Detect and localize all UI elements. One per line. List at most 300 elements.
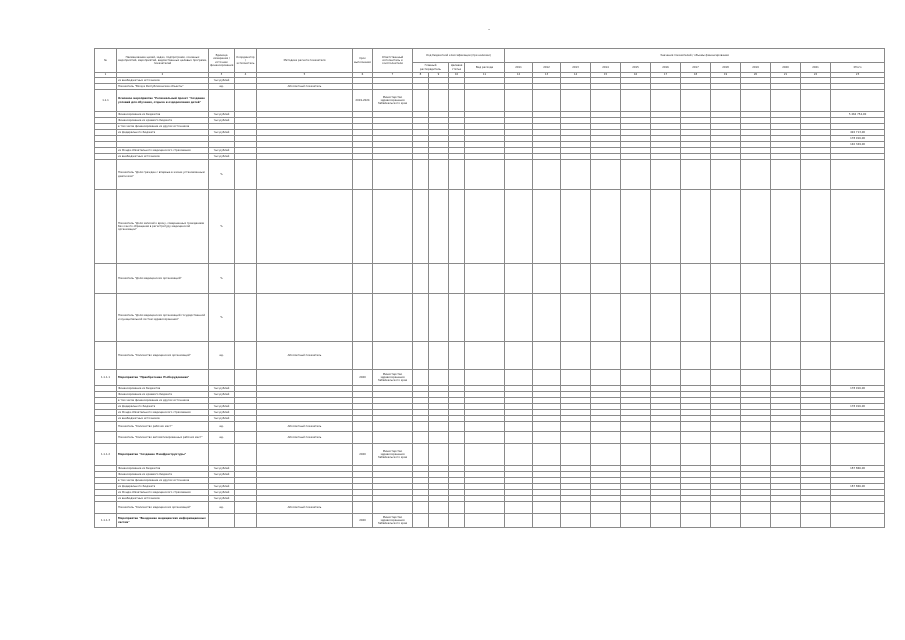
table-cell [95,502,117,514]
row-title-cell: Мероприятие "Внедрение медицинских информационных систем" [117,514,209,528]
table-cell [801,294,831,342]
subheader-cell: 2017 [681,63,711,73]
table-cell [95,422,117,432]
table-cell [711,370,741,386]
table-cell [591,294,621,342]
table-cell: тыс.рублей [209,484,235,490]
column-number-cell: 2 [117,73,209,78]
column-number-cell: 13 [533,73,561,78]
row-title-cell: из внебюджетных источников [117,416,209,422]
header-values: Значения показателей / объемы финансирования [505,49,885,63]
table-cell [651,514,681,528]
table-cell [771,502,801,514]
table-cell [413,422,429,432]
column-number-cell: 12 [505,73,533,78]
table-cell [505,422,533,432]
table-cell [413,264,429,294]
table-cell [621,190,651,264]
table-cell [711,514,741,528]
table-cell [235,432,257,444]
table-cell [741,422,771,432]
row-title-cell: Показатель "Доля медицинских организаций" [117,264,209,294]
table-cell [465,190,505,264]
table-cell [465,294,505,342]
table-cell [353,294,373,342]
table-row [95,90,885,112]
table-cell: Министерство здравоохранения Забайкальского края [373,90,413,112]
table-cell: Абсолютный показатель [257,342,353,370]
table-cell [429,190,449,264]
table-cell [651,160,681,190]
table-cell: 1.1.1.3 [95,514,117,528]
table-cell: тыс.рублей [209,466,235,472]
table-cell [465,502,505,514]
subheader-cell: 2021 [801,63,831,73]
table-cell: 1.1.1.1 [95,370,117,386]
table-cell [651,264,681,294]
table-cell [257,444,353,466]
table-cell [771,514,801,528]
subheader-cell: 2019 [741,63,771,73]
table-cell: Министерство здравоохранения Забайкальского края [373,370,413,386]
row-title-cell: из Фонда обязательного медицинского страхования [117,410,209,416]
row-title-cell: Финансирование из краевого бюджета [117,472,209,478]
table-cell: Министерство здравоохранения Забайкальского края [373,514,413,528]
table-cell [429,432,449,444]
table-cell: тыс.рублей [209,496,235,502]
row-title-cell: в том числе финансирование из других источников [117,124,209,130]
table-cell [235,370,257,386]
table-cell [235,190,257,264]
header-name: Наименование целей, задач, подпрограмм, основных мероприятий, мероприятий, ведомственных целевых программ, показателей [117,49,209,73]
table-cell [801,444,831,466]
table-cell [235,422,257,432]
column-number-cell: 3 [209,73,235,78]
table-cell [681,432,711,444]
row-title-cell: Показатель "Доля медицинских организаций государственной и муниципальной систем здравоохранения" [117,294,209,342]
table-cell: тыс.рублей [209,112,235,118]
table-cell [429,502,449,514]
column-number-cell: 4 [235,73,257,78]
table-cell [353,432,373,444]
table-cell [257,90,353,112]
table-cell [465,514,505,528]
table-cell [591,160,621,190]
table-cell [831,432,885,444]
table-cell [771,370,801,386]
table-cell [373,342,413,370]
table-cell [831,190,885,264]
table-cell [561,190,591,264]
table-cell [561,502,591,514]
table-cell [465,264,505,294]
subheader-cell: 2018 [711,63,741,73]
table-cell [681,370,711,386]
table-cell [591,190,621,264]
table-cell [465,444,505,466]
table-cell: ед. [209,432,235,444]
table-cell [95,294,117,342]
table-cell [621,514,651,528]
table-cell [533,160,561,190]
table-cell [209,514,235,528]
table-cell: 2019-2024 [353,90,373,112]
program-table [94,48,885,528]
table-cell [561,264,591,294]
table-cell [651,342,681,370]
table-cell [209,90,235,112]
table-cell [505,370,533,386]
table-cell [831,502,885,514]
table-cell [801,190,831,264]
table-cell [449,444,465,466]
table-cell: % [209,190,235,264]
table-cell [741,370,771,386]
row-title-cell: в том числе финансирование из других источников [117,398,209,404]
subheader-cell: 2020 [771,63,801,73]
table-cell [681,160,711,190]
table-cell [353,342,373,370]
table-cell [449,502,465,514]
table-cell [413,514,429,528]
table-cell [681,264,711,294]
table-cell [353,502,373,514]
row-title-cell: Показатель "Количество медицинских организаций" [117,342,209,370]
row-title-cell: в том числе финансирование из других источников [117,478,209,484]
table-row [95,514,885,528]
table-cell [651,444,681,466]
table-cell [711,422,741,432]
table-cell [533,370,561,386]
row-title-cell: Показатель "Количество медицинских организаций" [117,502,209,514]
header-term: Срок выполнения [353,49,373,73]
table-cell [505,444,533,466]
table-cell [771,90,801,112]
table-cell [429,264,449,294]
row-title-cell: Показатель "Доля записей к врачу, совершенных гражданами без очного обращения в регистратуру медицинской организации" [117,190,209,264]
table-cell [831,370,885,386]
table-cell: тыс.рублей [209,410,235,416]
table-cell [741,160,771,190]
row-title-cell: Мероприятие "Создание IT-инфраструктуры" [117,444,209,466]
table-cell [505,432,533,444]
table-cell [429,294,449,342]
table-cell [373,432,413,444]
table-cell [235,90,257,112]
table-cell [801,160,831,190]
row-title-cell: Мероприятие "Приобретение IT-оборудования" [117,370,209,386]
column-number-cell: 10 [449,73,465,78]
table-cell [831,294,885,342]
table-cell: 2020 [353,514,373,528]
row-title-cell: из федерального бюджета [117,484,209,490]
table-cell [465,160,505,190]
table-cell [95,160,117,190]
table-row [95,190,885,264]
table-cell [621,294,651,342]
table-cell: тыс.рублей [209,416,235,422]
table-cell [621,342,651,370]
table-cell [831,160,885,190]
table-cell [465,432,505,444]
table-cell [257,190,353,264]
table-cell [533,422,561,432]
table-cell [741,514,771,528]
table-row [95,264,885,294]
row-title-cell: из федерального бюджета [117,404,209,410]
table-cell: ед. [209,342,235,370]
table-cell [741,444,771,466]
row-title-cell: из внебюджетных источников [117,496,209,502]
table-cell [209,370,235,386]
table-cell [257,160,353,190]
table-cell [413,502,429,514]
table-cell [533,502,561,514]
table-cell [621,160,651,190]
table-cell [95,342,117,370]
table-cell: ед. [209,422,235,432]
table-row [95,444,885,466]
table-row [95,432,885,444]
row-title-cell: Финансирование из бюджетов [117,112,209,118]
column-number-cell: 11 [465,73,505,78]
table-row [95,422,885,432]
table-cell: 492 713,00 [831,130,885,136]
column-number-cell: 8 [413,73,429,78]
table-cell: тыс.рублей [209,392,235,398]
header-executor: Ответственный исполнитель и соисполнители [373,49,413,73]
table-cell [413,160,429,190]
table-row [95,502,885,514]
table-cell: % [209,294,235,342]
table-cell [651,370,681,386]
table-row [95,370,885,386]
column-number-cell: 15 [591,73,621,78]
table-cell: 178 916,00 [831,404,885,410]
table-cell [801,432,831,444]
table-cell [561,160,591,190]
table-cell [373,502,413,514]
table-cell [591,444,621,466]
header-unit: Единица измерения / источник финансирования [209,49,235,73]
table-row [95,342,885,370]
table-cell: Министерство здравоохранения Забайкальского края [373,444,413,466]
table-cell [771,160,801,190]
table-cell [771,422,801,432]
column-number-cell: 18 [681,73,711,78]
table-cell [771,342,801,370]
table-cell: 178 916,00 [831,386,885,392]
table-cell [413,90,429,112]
table-cell [681,294,711,342]
table-cell [449,160,465,190]
table-cell [533,90,561,112]
table-cell: тыс.рублей [209,472,235,478]
table-cell [353,190,373,264]
table-cell [561,90,591,112]
table-cell [373,160,413,190]
table-cell [681,514,711,528]
subheader-cell: Итого [831,63,885,73]
table-cell [651,294,681,342]
subheader-cell: Целевая статья [449,63,465,73]
table-cell [235,514,257,528]
table-cell: тыс.рублей [209,386,235,392]
row-title-cell: из внебюджетных источников [117,78,209,84]
row-title-cell: из Фонда обязательного медицинского страхования [117,148,209,154]
subheader-cell: 2013 [561,63,591,73]
table-cell [681,422,711,432]
table-cell [373,294,413,342]
table-cell [533,444,561,466]
table-cell [353,422,373,432]
table-cell [621,264,651,294]
table-cell [235,502,257,514]
column-number-cell: 1 [95,73,117,78]
table-cell [621,422,651,432]
table-cell [449,264,465,294]
table-cell [831,342,885,370]
table-cell [771,190,801,264]
header-coordinator: Координатор / исполнитель [235,49,257,73]
table-cell [621,90,651,112]
table-cell [465,342,505,370]
row-title-cell: Показатель "Количество рабочих мест" [117,422,209,432]
row-title-cell: Показатель "Доля граждан с впервые в жизни установленным диагнозом" [117,160,209,190]
table-cell [771,294,801,342]
table-cell [533,342,561,370]
table-cell: Абсолютный показатель [257,432,353,444]
row-title-cell: Основное мероприятие "Региональный проект "Создание условий для обучения, отдыха и оздоровления детей" [117,90,209,112]
column-number-cell: 21 [771,73,801,78]
table-cell [591,342,621,370]
table-cell [651,190,681,264]
row-title-cell: из внебюджетных источников [117,154,209,160]
row-title-cell: Финансирование из бюджетов [117,386,209,392]
table-cell [591,90,621,112]
column-number-cell: 23 [831,73,885,78]
table-cell [621,432,651,444]
table-cell: 140 349,00 [831,142,885,148]
table-cell [561,294,591,342]
table-cell [505,294,533,342]
table-cell [429,160,449,190]
table-cell [801,264,831,294]
table-cell [651,502,681,514]
table-cell [561,444,591,466]
table-cell [505,514,533,528]
table-cell [257,514,353,528]
table-cell [235,264,257,294]
table-cell [591,422,621,432]
table-cell [429,90,449,112]
subheader-cell: Вид расхода [465,63,505,73]
table-cell [505,190,533,264]
table-cell [449,432,465,444]
table-cell [533,264,561,294]
table-cell [235,160,257,190]
row-title-cell: Показатель "Количество автоматизированных рабочих мест" [117,432,209,444]
column-number-cell: 20 [741,73,771,78]
table-cell: % [209,264,235,294]
table-cell [651,422,681,432]
table-cell [591,264,621,294]
table-cell [561,514,591,528]
table-cell: 187 866,00 [831,484,885,490]
table-cell [651,90,681,112]
table-cell [831,422,885,432]
table-cell [413,370,429,386]
subheader-cell: Главный распорядитель [413,63,449,73]
table-cell [711,342,741,370]
column-number-cell: 5 [257,73,353,78]
table-cell [591,514,621,528]
table-cell [711,90,741,112]
table-cell: тыс.рублей [209,490,235,496]
column-number-cell: 19 [711,73,741,78]
table-cell [95,190,117,264]
table-cell [257,294,353,342]
table-cell [257,370,353,386]
table-cell [651,432,681,444]
table-cell [621,502,651,514]
table-cell: тыс.рублей [209,404,235,410]
column-number-cell: 14 [561,73,591,78]
table-cell [353,264,373,294]
table-cell [413,294,429,342]
table-cell [533,294,561,342]
table-cell [711,502,741,514]
table-cell: тыс.рублей [209,130,235,136]
table-cell [711,432,741,444]
table-cell [801,502,831,514]
table-cell [429,444,449,466]
table-cell [449,342,465,370]
table-cell: 2020 [353,444,373,466]
column-number-cell: 17 [651,73,681,78]
table-cell [561,422,591,432]
table-cell [465,422,505,432]
table-cell [801,370,831,386]
table-cell [449,90,465,112]
table-cell [235,342,257,370]
row-title-cell: из федерального бюджета [117,130,209,136]
subheader-cell: 2011 [505,63,533,73]
subheader-cell: 2012 [533,63,561,73]
table-cell [711,444,741,466]
column-number-cell: 16 [621,73,651,78]
table-cell [801,342,831,370]
table-cell: ед. [209,502,235,514]
table-cell [741,90,771,112]
table-cell [831,444,885,466]
table-cell [373,264,413,294]
table-cell: % [209,160,235,190]
table-cell [681,444,711,466]
table-row [95,294,885,342]
table-cell [449,294,465,342]
table-cell: Абсолютный показатель [257,84,353,90]
table-cell [235,294,257,342]
table-row [95,160,885,190]
table-cell [505,160,533,190]
table-cell [591,370,621,386]
table-cell [561,370,591,386]
subheader-cell: 2016 [651,63,681,73]
table-cell [209,444,235,466]
table-cell [681,90,711,112]
table-cell [741,432,771,444]
